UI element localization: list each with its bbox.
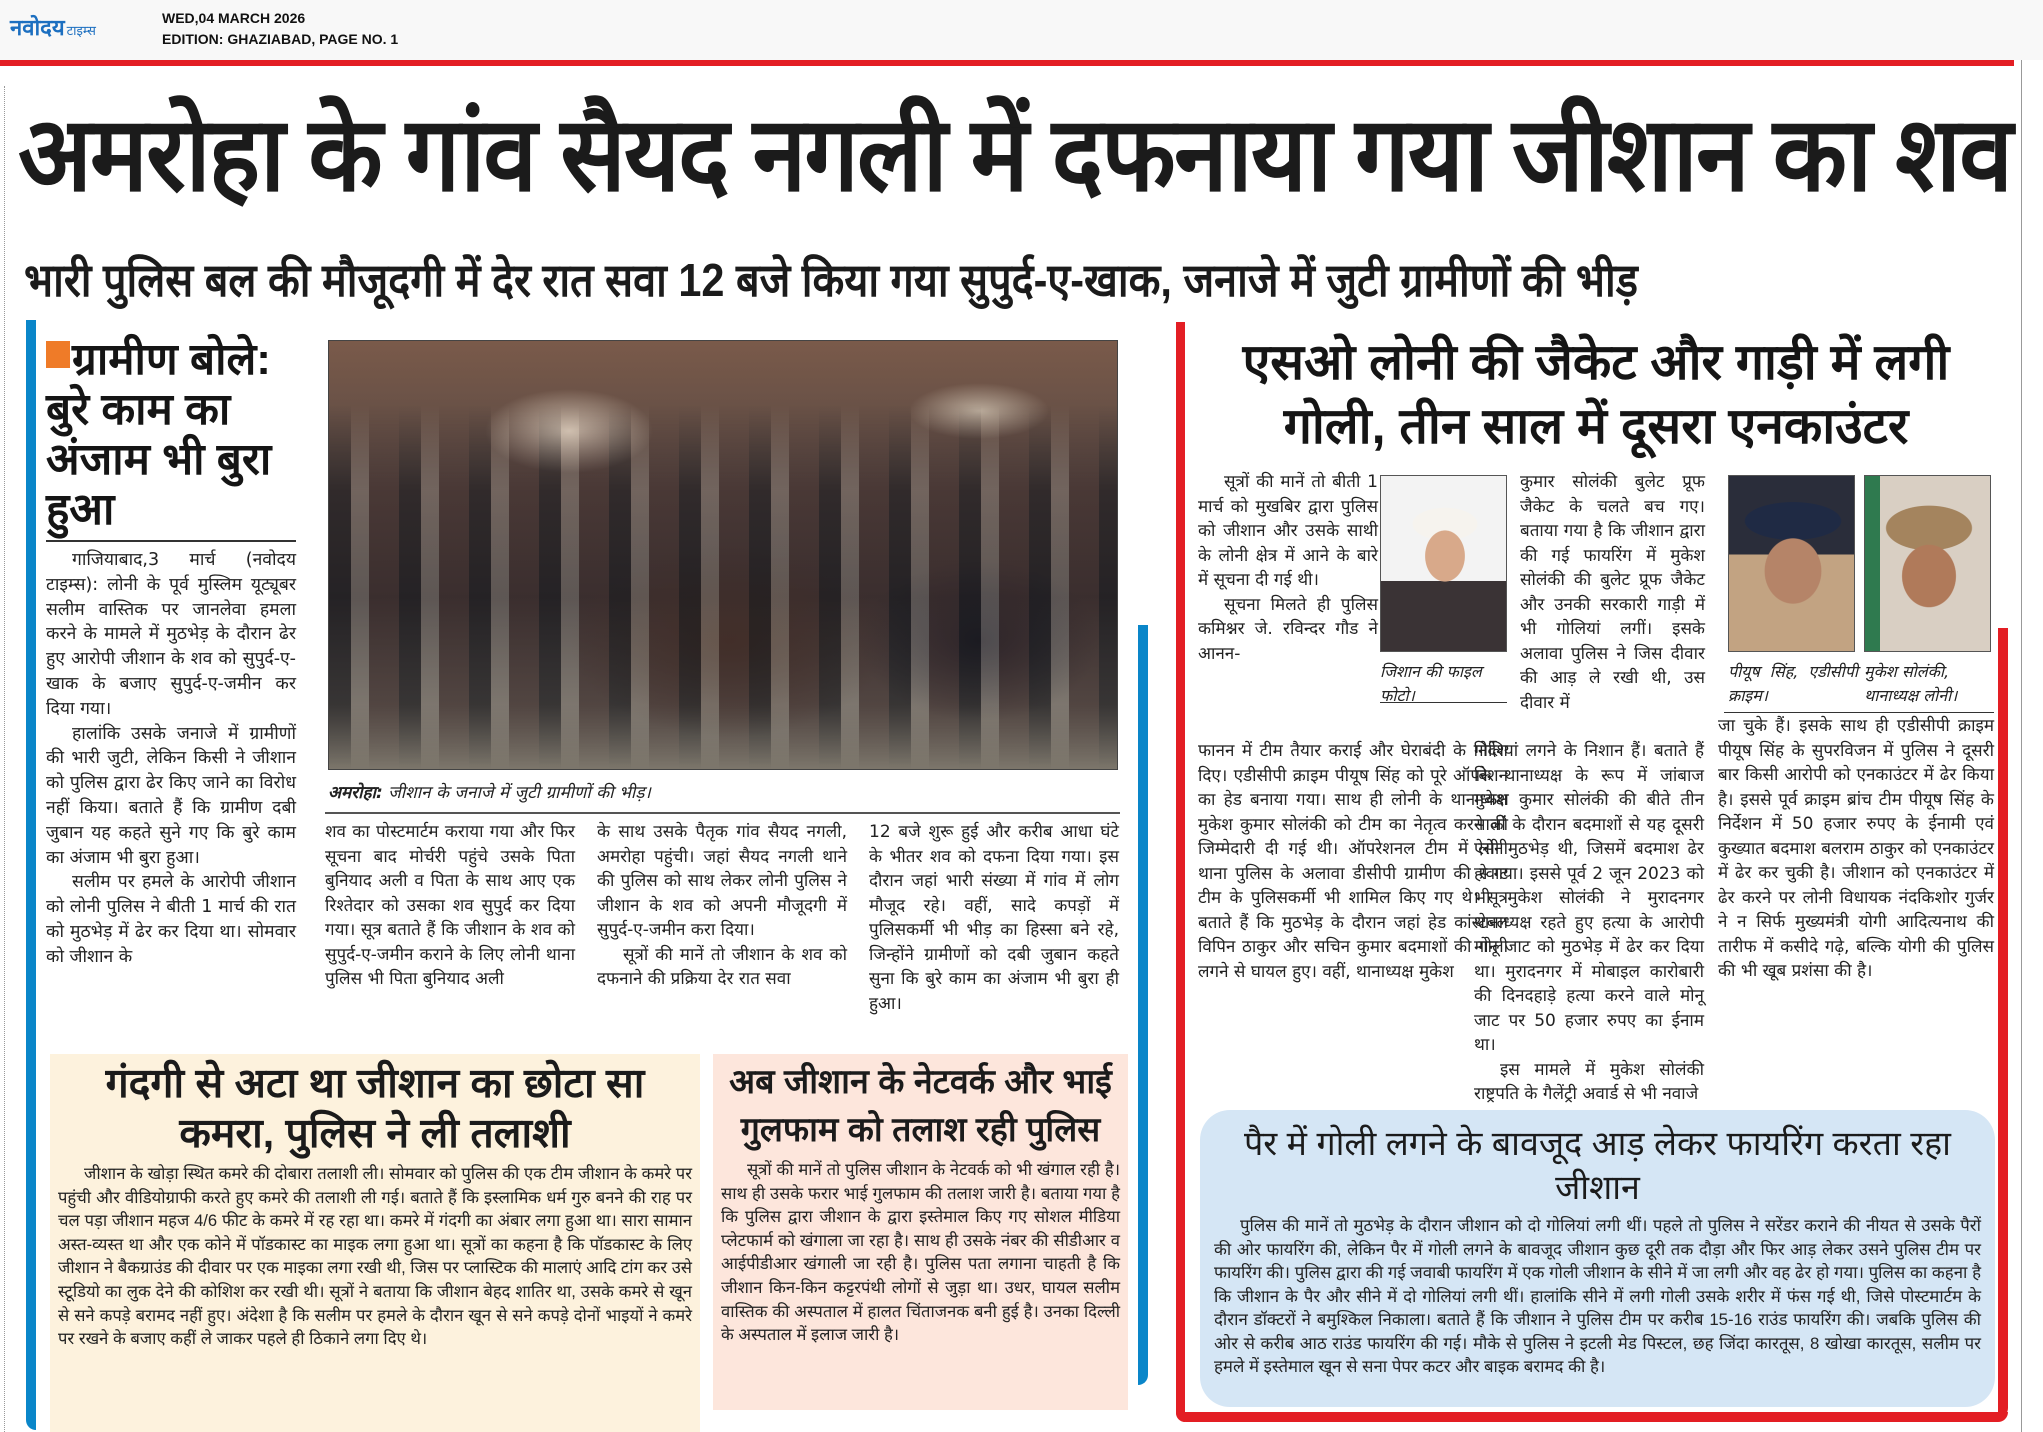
caption-rule (1380, 702, 1507, 703)
villagers-side-article (46, 335, 296, 970)
page-header-bar (0, 0, 2043, 60)
photo-crowd-figures (329, 341, 1117, 769)
red-frame-right (1998, 628, 2008, 1418)
paragraph: हालांकि उसके जनाजे में ग्रामीणों की भारी जुटी, लेकिन किसी ने जीशान को पुलिस द्वारा ढेर किए जाने का विरोध नहीं किया। बताते हैं कि ग्रामीण दबी जुबान यह कहते सुने गए कि बुरे काम का अंजाम भी बुरा हुआ। (46, 723, 296, 868)
funeral-crowd-photo[interactable] (328, 340, 1118, 770)
room-search-headline: गंदगी से अटा था जीशान का छोटा सा कमरा, पुलिस ने ली तलाशी (105, 1060, 645, 1156)
firing-detail-body: पुलिस की मानें तो मुठभेड़ के दौरान जीशान को दो गोलियां लगी थीं। पहले तो पुलिस ने सरेंडर कराने की नीयत से उसके पैरों की ओर फायरिंग की, लेकिन पैर में गोली लगने के बावजूद जीशान कुछ दूरी तक दौड़ा और फिर आड़ लेकर उसने पुलिस टीम पर फायरिंग की। पुलिस द्वारा की गई जवाबी फायरिंग में एक गोली जीशान के सीने में जा लगी और वह ढेर हो गया। पुलिस का कहना है कि जीशान के पैर और सीने में दो गोलियां लगी थीं। हालांकि सीने में लगी गोली उसके शरीर में फंस गई थी, जिसे पोस्टमार्टम के दौरान डॉक्टरों ने बमुश्किल निकाला। बताते हैं कि जीशान ने पुलिस टीम पर करीब 15-16 राउंड फायरिंग की। जबकि पुलिस की ओर से करीब आठ राउंड फायरिंग की गई। मौके से पुलिस ने इटली मेड पिस्टल, छह जिंदा कारतूस, 8 खोखा कारतूस, सलीम पर हमले में इस्तेमाल खून से सना पेपर कटर और बाइक बरामद की है। (1214, 1216, 1981, 1376)
caption-rule (325, 812, 1120, 814)
network-search-body: सूत्रों की मानें तो पुलिस जीशान के नेटवर्क को भी खंगाल रही है। साथ ही उसके फरार भाई गुलफाम की तलाश जारी है। बताया गया है कि पुलिस द्वारा जीशान के द्वारा इस्तेमाल किए गए सोशल मीडिया प्लेटफार्म को खंगाला जा रहा है। साथ ही उसके नंबर की सीडीआर व आईपीडीआर खंगाली जा रही है। पुलिस पता लगाना चाहती है कि जीशान किन-किन कट्टरपंथी लोगों से जुड़ा था। उधर, घायल सलीम वास्तिक की अस्पताल में हालत चिंताजनक बनी हुई है। उनका दिल्ली के अस्पताल में इलाज जारी है। (721, 1160, 1120, 1345)
paragraph: गाजियाबाद,3 मार्च (नवोदय टाइम्स): लोनी के पूर्व मुस्लिम यूट्यूबर सलीम वास्तिक पर जानलेवा हमला करने के मामले में मुठभेड़ के दौरान ढेर हुए आरोपी जीशान के शव को सुपुर्द-ए-खाक के बजाए सुपुर्द-ए-जमीन कर दिया गया। (46, 550, 296, 719)
story-column-2: के साथ उसके पैतृक गांव सैयद नगली, अमरोहा पहुंची। जहां सैयद नगली थाने की पुलिस को साथ लेकर लोनी पुलिस ने जीशान के शव को अपनी मौजूदगी में सुपुर्द-ए-जमीन करा दिया। सूत्रों की मानें तो जीशान के शव को दफनाने की प्रक्रिया देर रात सवा (597, 822, 847, 989)
mukesh-solanki-photo[interactable] (1864, 475, 1991, 652)
page-right-border (2021, 60, 2022, 1432)
caption-place: अमरोहा: (328, 783, 383, 803)
mukesh-photo-caption: मुकेश सोलंकी, थानाध्यक्ष लोनी। (1864, 662, 1958, 705)
network-search-headline: अब जीशान के नेटवर्क और भाई गुलफाम को तलाश रही पुलिस (729, 1063, 1112, 1149)
photo-caption (328, 780, 1118, 803)
main-subheadline: भारी पुलिस बल की मौजूदगी में देर रात सवा 12 बजे किया गया सुपुर्द-ए-खाक, जनाजे में जुटी ग्रामीणों की भीड़ (24, 254, 1638, 306)
encounter-column-1-bottom: फानन में टीम तैयार कराई और घेराबंदी के निर्देश दिए। एडीसीपी क्राइम पीयूष सिंह को पूरे ऑपरेशन का हेड बनाया गया। साथ ही लोनी के थानाध्यक्ष मुकेश कुमार सोलंकी को टीम का नेतृत्व करने की जिम्मेदारी दी गई थी। ऑपरेशनल टीम में लोनी थाना पुलिस के अलावा डीसीपी ग्रामीण की स्वाट टीम के पुलिसकर्मी भी शामिल किए गए थे। सूत्र बताते हैं कि मुठभेड़ के दौरान जहां हेड कांस्टेबल विपिन ठाकुर और सचिन कुमार बदमाशों की गोली लगने से घायल हुए। वहीं, थानाध्यक्ष मुकेश (1198, 741, 1508, 982)
blue-frame-left (26, 320, 36, 1430)
encounter-column-2-bottom: गोलियां लगने के निशान हैं। बताते हैं कि थानाध्यक्ष के रूप में जांबाज मुकेश कुमार सोलंकी की बीते तीन सालों के दौरान बदमाशों से यह दूसरी ऐसी मुठभेड़ थी, जिसमें बदमाश ढेर हो गया। इससे पूर्व 2 जून 2023 को भी मुकेश सोलंकी ने मुरादनगर थानाध्यक्ष रहते हुए हत्या के आरोपी मोनू जाट को मुठभेड़ में ढेर कर दिया था। मुरादनगर में मोबाइल कारोबारी की दिनदहाड़े हत्या करने वाले मोनू जाट पर 50 हजार रुपए का ईनाम था। इस मामले में मुकेश सोलंकी राष्ट्रपति के गैलेंट्री अवार्ड से भी नवाजे (1474, 741, 1704, 1104)
caption-rule (1724, 712, 1994, 713)
side-article-body (46, 548, 296, 970)
logo-main-text: नवोदय (10, 16, 65, 41)
story-column-3: 12 बजे शुरू हुई और करीब आधा घंटे के भीतर शव को दफना दिया गया। इस दौरान जहां भारी संख्या में गांव में लोग मौजूद रहे। वहीं, सादे कपड़ों में पुलिसकर्मी भी भीड़ का हिस्सा बने रहे, जिन्होंने ग्रामीणों को दबी जुबान कहते सुना कि बुरे काम का अंजाम भी बुरा ही हुआ। (869, 822, 1119, 1014)
paragraph: सलीम पर हमले के आरोपी जीशान को लोनी पुलिस ने बीती 1 मार्च की रात को मुठभेड़ में ढेर कर दिया था। सोमवार को जीशान के (46, 872, 296, 967)
piyush-singh-photo[interactable] (1728, 475, 1855, 652)
page-left-border (4, 86, 5, 1432)
side-article-headline: ग्रामीण बोले: बुरे काम का अंजाम भी बुरा हुआ (46, 335, 272, 534)
zeeshan-photo-caption: जिशान की फाइल फोटो। (1380, 662, 1482, 705)
main-headline: अमरोहा के गांव सैयद नगली में दफनाया गया जीशान का शव (18, 97, 2012, 213)
newspaper-logo[interactable] (10, 12, 96, 42)
header-divider (0, 60, 2014, 66)
edition-info (162, 8, 398, 50)
room-search-body: जीशान के खोड़ा स्थित कमरे की दोबारा तलाशी ली। सोमवार को पुलिस की एक टीम जीशान के कमरे पर पहुंची और वीडियोग्राफी करते हुए कमरे की तलाशी ली गई। बताते हैं कि इस्लामिक धर्म गुरु बनने की राह पर चल पड़ा जीशान महज 4/6 फीट के कमरे में रह रहा था। कमरे में गंदगी का अंबार लगा हुआ था। सारा सामान अस्त-व्यस्त था और एक कोने में पॉडकास्ट का माइक लगा हुआ था। सूत्रों का कहना है कि पॉडकास्ट के लिए जीशान ने बैकग्राउंड की दीवार पर एक माइका लगा रखी थी, जिस पर प्लास्टिक की मालाएं आदि टांग कर उसे स्टूडियो का लुक देने की कोशिश कर रखी थी। सूत्रों ने बताया कि जीशान बेहद शातिर था, उसके कमरे से खून से सने कपड़े बरामद नहीं हुए। अंदेशा है कि सलीम पर हमले के दौरान खून से सने कपड़े दोनों भाइयों ने कमरे पर रखने के बजाए कहीं ले जाकर पहले ही ठिकाने लगा दिए थे। (58, 1164, 692, 1349)
firing-detail-box (1200, 1110, 1995, 1407)
encounter-column-1-top: सूत्रों की मानें तो बीती 1 मार्च को मुखबिर द्वारा पुलिस को जीशान और उसके साथी के लोनी क्षेत्र में आने के बारे में सूचना दी गई थी। सूचना मिलते ही पुलिस कमिश्नर जे. रविन्दर गौड ने आनन- (1198, 472, 1378, 664)
edition-page: EDITION: GHAZIABAD, PAGE NO. 1 (162, 31, 399, 47)
zeeshan-file-photo[interactable] (1380, 475, 1507, 652)
red-frame-left (1176, 322, 1185, 1422)
encounter-headline: एसओ लोनी की जैकेट और गाड़ी में लगी गोली, तीन साल में दूसरा एनकाउंटर (1242, 334, 1950, 454)
room-search-box (50, 1054, 700, 1432)
logo-sub-text: टाइम्स (66, 24, 96, 39)
encounter-column-2-top: कुमार सोलंकी बुलेट प्रूफ जैकेट के चलते बच गए। बताया गया है कि जीशान द्वारा की गई फायरिंग में मुकेश सोलंकी की बुलेट प्रूफ जैकेट और उनकी सरकारी गाड़ी में भी गोलियां लगीं। इसके अलावा पुलिस ने जिस दीवार की आड़ ले रखी थी, उस दीवार में (1520, 472, 1705, 713)
network-search-box (713, 1054, 1128, 1410)
firing-detail-headline: पैर में गोली लगने के बावजूद आड़ लेकर फायरिंग करता रहा जीशान (1244, 1125, 1951, 1207)
orange-square-bullet-icon (46, 341, 70, 368)
red-frame-bottom (1176, 1412, 2008, 1422)
edition-date: WED,04 MARCH 2026 (162, 10, 306, 26)
story-column-1: शव का पोस्टमार्टम कराया गया और फिर सूचना बाद मोर्चरी पहुंचे उसके पिता बुनियाद अली व पिता के साथ आए एक रिश्तेदार को उसका शव सुपुर्द कर दिया गया। सूत्र बताते हैं कि जीशान के शव को सुपुर्द-ए-जमीन कराने के लिए लोनी थाना पुलिस भी पिता बुनियाद अली (325, 822, 575, 989)
headline-rule (46, 540, 296, 542)
caption-text: जीशान के जनाजे में जुटी ग्रामीणों की भीड़। (388, 783, 651, 803)
blue-frame-right (1138, 625, 1148, 1385)
piyush-photo-caption: पीयूष सिंह, एडीसीपी क्राइम। (1728, 662, 1858, 705)
main-story-columns (325, 820, 1120, 1016)
encounter-column-3: जा चुके हैं। इसके साथ ही एडीसीपी क्राइम पीयूष सिंह के सुपरविजन में पुलिस ने दूसरी बार किसी आरोपी को एनकाउंटर में ढेर किया है। इससे पूर्व क्राइम ब्रांच टीम पीयूष सिंह के निर्देशन में 50 हजार रुपए के ईनामी एवं कुख्यात बदमाश बलराम ठाकुर को एनकाउंटर में ढेर कर चुकी है। जीशान को एनकाउंटर में ढेर करने पर लोनी विधायक नंदकिशोर गुर्जर ने न सिर्फ मुख्यमंत्री योगी आदित्यनाथ की तारीफ में कसीदे गढ़े, बल्कि योगी की पुलिस की भी खूब प्रशंसा की है। (1718, 716, 1994, 981)
